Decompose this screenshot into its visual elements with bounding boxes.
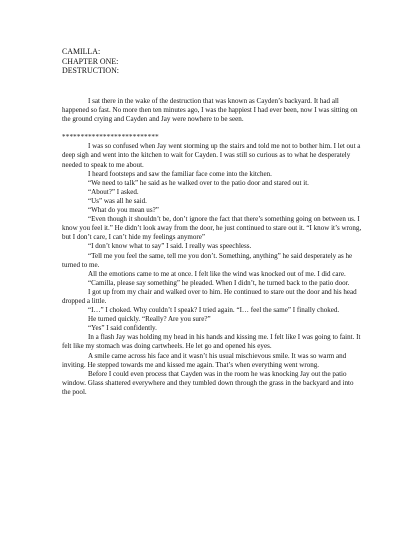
document-body xyxy=(62,97,362,397)
chapter-title: DESTRUCTION: xyxy=(62,66,119,76)
dialogue-paragraph: He turned quickly. “Really? Are you sure?” xyxy=(88,315,211,324)
dialogue-paragraph: “We need to talk” he said as he walked over to the patio door and stared out it. xyxy=(88,178,309,187)
paragraph: All the emotions came to me at once. I felt like the wind was knocked out of me. I did care. xyxy=(88,269,346,278)
paragraph: In a flash Jay was holding my head in his hands and kissing me. I felt like I was going to faint. It felt like my stomach was doing cartwheels. He let go and opened his eyes. xyxy=(62,333,361,351)
dialogue-paragraph: “About?” I asked. xyxy=(88,187,139,196)
section-separator: ************************** xyxy=(62,133,159,142)
dialogue-paragraph: “Yes” I said confidently. xyxy=(88,324,157,333)
intro-paragraph: I sat there in the wake of the destruction that was known as Cayden’s backyard. It had all happened so fast. No more then ten minutes ago, I was the happiest I had ever been, now I was sitting on the ground crying and Cayden and Jay were nowhere to be seen. xyxy=(62,97,358,124)
paragraph: I heard footsteps and saw the familiar face come into the kitchen. xyxy=(88,169,272,178)
dialogue-paragraph: “Even though it shouldn’t be, don’t ignore the fact that there’s something going on between us. I know you feel it.” He didn’t look away from the door, he just continued to stare out it. “I know it’s wrong, but I don’t care, I can’t hide my feelings anymore” xyxy=(62,215,362,242)
dialogue-paragraph: “Camilla, please say something” he pleaded. When I didn’t, he turned back to the patio door. xyxy=(88,278,350,287)
paragraph: I was so confused when Jay went storming up the stairs and told me not to bother him. I let out a deep sigh and went into the kitchen to wait for Cayden. I was still so curious as to what he desperately needed to speak to me about. xyxy=(62,142,361,169)
dialogue-paragraph: “What do you mean us?” xyxy=(88,206,159,215)
paragraph: A smile came across his face and it wasn’t his usual mischievous smile. It was so warm and inviting. He stepped towards me and kissed me again. That’s when everything went wrong. xyxy=(62,351,347,369)
chapter-number: CHAPTER ONE: xyxy=(62,56,119,66)
paragraph: I got up from my chair and walked over to him. He continued to stare out the door and his head dropped a little. xyxy=(62,287,357,305)
dialogue-paragraph: “I…” I choked. Why couldn’t I speak? I tried again. “I… feel the same” I finally choked. xyxy=(88,306,340,315)
dialogue-paragraph: “I don’t know what to say” I said. I really was speechless. xyxy=(88,242,252,251)
dialogue-paragraph: “Tell me you feel the same, tell me you don’t. Something, anything” he said desperately as he turned to me. xyxy=(62,251,353,269)
chapter-heading xyxy=(62,47,119,76)
paragraph: Before I could even process that Cayden was in the room he was knocking Jay out the patio window. Glass shattered everywhere and they tumbled down through the grass in the backyard and into the pool. xyxy=(62,369,354,396)
dialogue-paragraph: “Us” was all he said. xyxy=(88,196,147,205)
character-name: CAMILLA: xyxy=(62,47,101,56)
